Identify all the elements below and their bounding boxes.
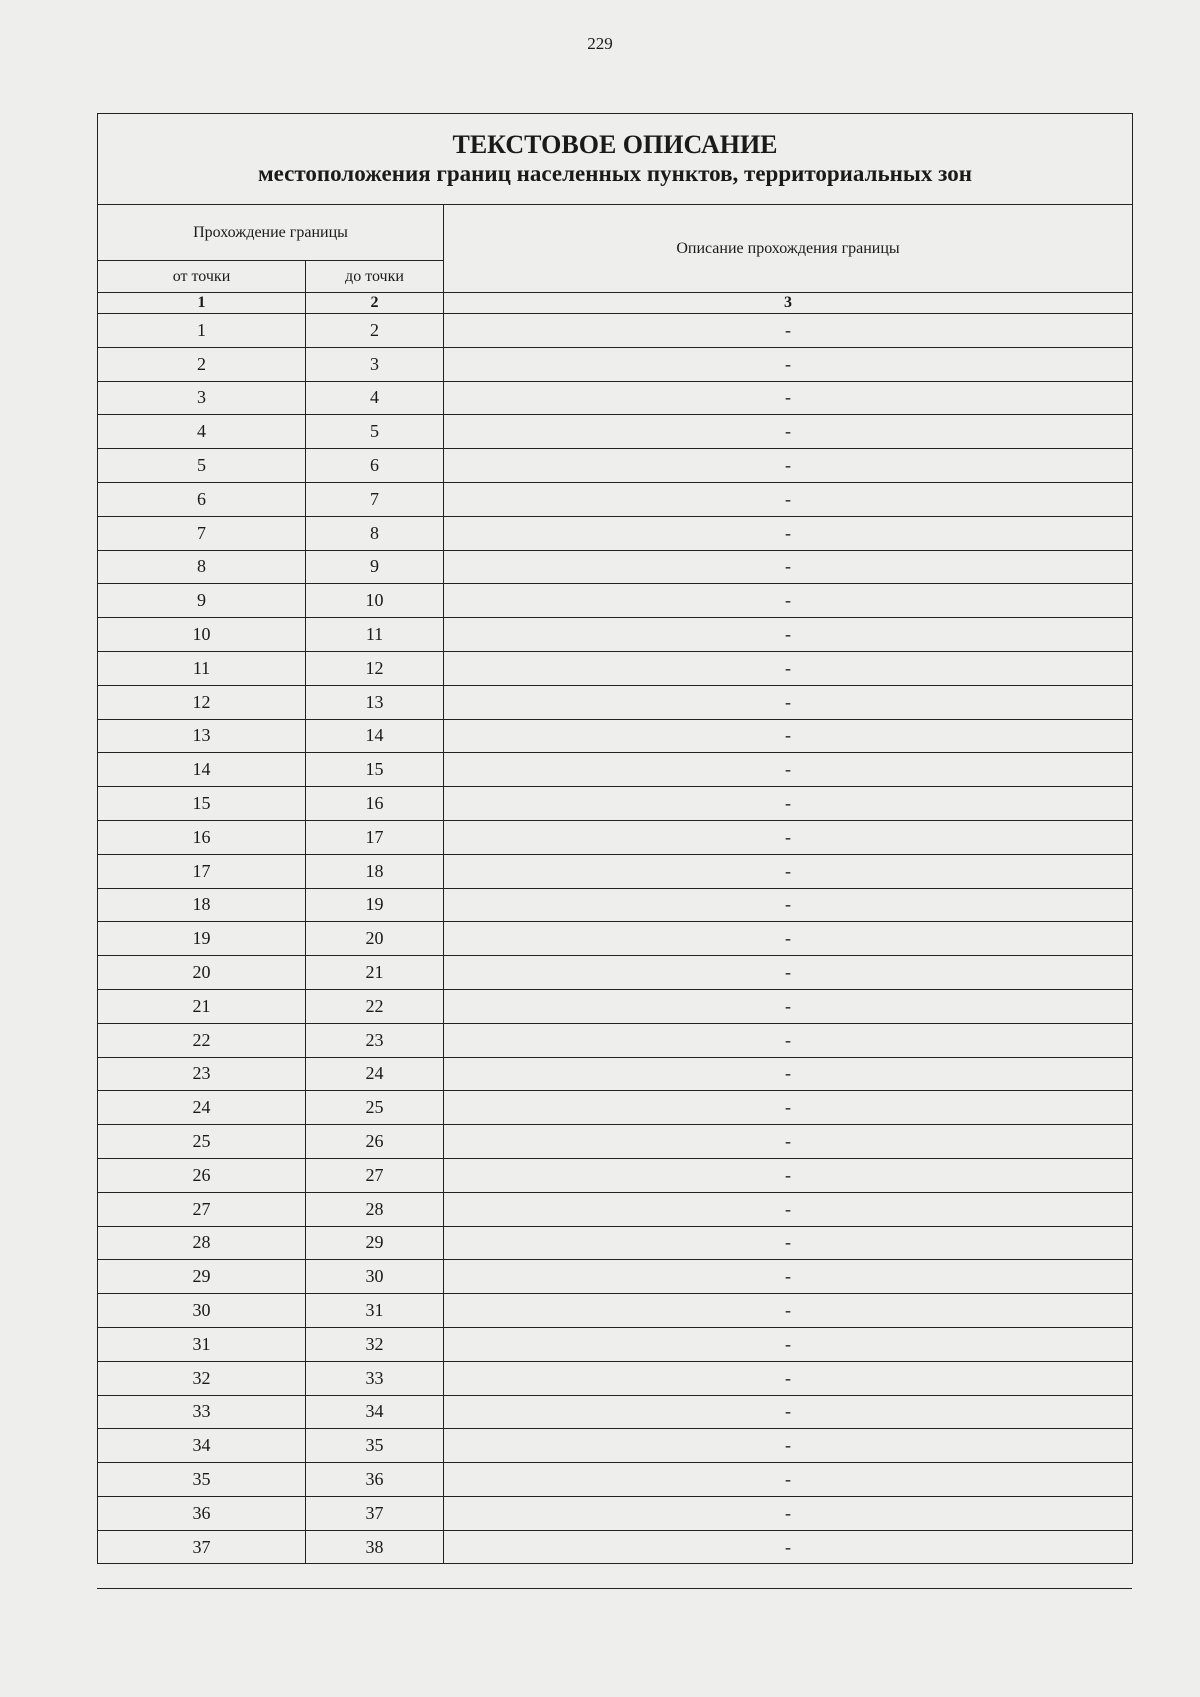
table-row <box>98 550 1133 584</box>
to-point-cell: 7 <box>306 482 444 516</box>
description-cell: - <box>444 1463 1133 1497</box>
from-point-cell: 29 <box>98 1260 306 1294</box>
description-cell: - <box>444 1294 1133 1328</box>
to-point-cell: 27 <box>306 1158 444 1192</box>
to-point-cell: 22 <box>306 989 444 1023</box>
from-point-cell: 22 <box>98 1023 306 1057</box>
from-point-cell: 28 <box>98 1226 306 1260</box>
to-point-cell: 23 <box>306 1023 444 1057</box>
table-row <box>98 787 1133 821</box>
to-point-cell: 16 <box>306 787 444 821</box>
table-row <box>98 719 1133 753</box>
from-point-cell: 35 <box>98 1463 306 1497</box>
to-point-cell: 11 <box>306 618 444 652</box>
header-row-top <box>98 205 1133 261</box>
description-cell: - <box>444 1226 1133 1260</box>
table-row <box>98 584 1133 618</box>
from-point-cell: 30 <box>98 1294 306 1328</box>
from-point-cell: 1 <box>98 314 306 348</box>
from-point-cell: 17 <box>98 854 306 888</box>
description-cell: - <box>444 651 1133 685</box>
table-row <box>98 1530 1133 1564</box>
table-row <box>98 956 1133 990</box>
table-body <box>98 314 1133 1564</box>
table-row <box>98 1158 1133 1192</box>
table-row <box>98 989 1133 1023</box>
from-point-cell: 12 <box>98 685 306 719</box>
boundary-description-table <box>97 113 1133 1564</box>
to-point-cell: 8 <box>306 516 444 550</box>
to-point-cell: 31 <box>306 1294 444 1328</box>
description-cell: - <box>444 449 1133 483</box>
from-point-cell: 6 <box>98 482 306 516</box>
to-point-cell: 38 <box>306 1530 444 1564</box>
to-point-cell: 17 <box>306 820 444 854</box>
description-cell: - <box>444 1158 1133 1192</box>
from-point-cell: 36 <box>98 1496 306 1530</box>
from-point-cell: 3 <box>98 381 306 415</box>
description-cell: - <box>444 787 1133 821</box>
description-cell: - <box>444 753 1133 787</box>
column-number-2: 2 <box>306 293 444 314</box>
from-point-cell: 16 <box>98 820 306 854</box>
from-point-cell: 34 <box>98 1429 306 1463</box>
to-point-cell: 29 <box>306 1226 444 1260</box>
description-cell: - <box>444 719 1133 753</box>
to-point-cell: 32 <box>306 1327 444 1361</box>
description-cell: - <box>444 1192 1133 1226</box>
description-cell: - <box>444 415 1133 449</box>
from-point-cell: 7 <box>98 516 306 550</box>
description-cell: - <box>444 956 1133 990</box>
table-row <box>98 1395 1133 1429</box>
header-from-point: от точки <box>98 261 306 293</box>
table-row <box>98 1192 1133 1226</box>
from-point-cell: 37 <box>98 1530 306 1564</box>
table-row <box>98 1496 1133 1530</box>
to-point-cell: 15 <box>306 753 444 787</box>
description-cell: - <box>444 1327 1133 1361</box>
table-row <box>98 516 1133 550</box>
to-point-cell: 36 <box>306 1463 444 1497</box>
from-point-cell: 21 <box>98 989 306 1023</box>
from-point-cell: 19 <box>98 922 306 956</box>
from-point-cell: 5 <box>98 449 306 483</box>
to-point-cell: 28 <box>306 1192 444 1226</box>
to-point-cell: 3 <box>306 347 444 381</box>
from-point-cell: 24 <box>98 1091 306 1125</box>
to-point-cell: 21 <box>306 956 444 990</box>
table-row <box>98 1294 1133 1328</box>
description-cell: - <box>444 1260 1133 1294</box>
from-point-cell: 27 <box>98 1192 306 1226</box>
from-point-cell: 2 <box>98 347 306 381</box>
description-cell: - <box>444 1023 1133 1057</box>
column-number-1: 1 <box>98 293 306 314</box>
to-point-cell: 10 <box>306 584 444 618</box>
from-point-cell: 18 <box>98 888 306 922</box>
table-row <box>98 482 1133 516</box>
description-cell: - <box>444 1125 1133 1159</box>
description-cell: - <box>444 1496 1133 1530</box>
table-row <box>98 753 1133 787</box>
to-point-cell: 20 <box>306 922 444 956</box>
to-point-cell: 12 <box>306 651 444 685</box>
description-cell: - <box>444 550 1133 584</box>
table-row <box>98 1429 1133 1463</box>
description-cell: - <box>444 1091 1133 1125</box>
table-row <box>98 922 1133 956</box>
to-point-cell: 2 <box>306 314 444 348</box>
from-point-cell: 13 <box>98 719 306 753</box>
to-point-cell: 37 <box>306 1496 444 1530</box>
to-point-cell: 34 <box>306 1395 444 1429</box>
document-title: ТЕКСТОВОЕ ОПИСАНИЕ <box>452 130 778 159</box>
title-row <box>98 114 1133 205</box>
description-cell: - <box>444 1429 1133 1463</box>
header-description: Описание прохождения границы <box>444 205 1133 293</box>
header-to-point: до точки <box>306 261 444 293</box>
to-point-cell: 25 <box>306 1091 444 1125</box>
table-row <box>98 449 1133 483</box>
from-point-cell: 10 <box>98 618 306 652</box>
to-point-cell: 26 <box>306 1125 444 1159</box>
table-row <box>98 314 1133 348</box>
description-cell: - <box>444 922 1133 956</box>
to-point-cell: 6 <box>306 449 444 483</box>
table-row <box>98 685 1133 719</box>
table-row <box>98 1057 1133 1091</box>
table-row <box>98 1091 1133 1125</box>
document-subtitle: местоположения границ населенных пунктов, территориальных зон <box>258 161 972 186</box>
description-cell: - <box>444 989 1133 1023</box>
table-row <box>98 1023 1133 1057</box>
from-point-cell: 32 <box>98 1361 306 1395</box>
from-point-cell: 33 <box>98 1395 306 1429</box>
from-point-cell: 25 <box>98 1125 306 1159</box>
header-passage: Прохождение границы <box>98 205 444 261</box>
description-cell: - <box>444 1057 1133 1091</box>
to-point-cell: 9 <box>306 550 444 584</box>
table-row <box>98 651 1133 685</box>
to-point-cell: 13 <box>306 685 444 719</box>
from-point-cell: 4 <box>98 415 306 449</box>
description-cell: - <box>444 347 1133 381</box>
table-row <box>98 381 1133 415</box>
title-cell <box>98 114 1133 205</box>
table-row <box>98 888 1133 922</box>
column-number-row <box>98 293 1133 314</box>
to-point-cell: 18 <box>306 854 444 888</box>
table-row <box>98 1361 1133 1395</box>
table-row <box>98 1125 1133 1159</box>
to-point-cell: 14 <box>306 719 444 753</box>
description-cell: - <box>444 685 1133 719</box>
description-cell: - <box>444 482 1133 516</box>
description-cell: - <box>444 618 1133 652</box>
to-point-cell: 30 <box>306 1260 444 1294</box>
table-row <box>98 1463 1133 1497</box>
to-point-cell: 24 <box>306 1057 444 1091</box>
table-row <box>98 820 1133 854</box>
page-number: 229 <box>587 34 613 53</box>
to-point-cell: 4 <box>306 381 444 415</box>
table-row <box>98 415 1133 449</box>
description-cell: - <box>444 516 1133 550</box>
bottom-rule <box>97 1588 1132 1589</box>
from-point-cell: 15 <box>98 787 306 821</box>
description-cell: - <box>444 1530 1133 1564</box>
column-number-3: 3 <box>444 293 1133 314</box>
description-cell: - <box>444 820 1133 854</box>
table-row <box>98 854 1133 888</box>
table-row <box>98 347 1133 381</box>
to-point-cell: 19 <box>306 888 444 922</box>
from-point-cell: 11 <box>98 651 306 685</box>
description-cell: - <box>444 1395 1133 1429</box>
to-point-cell: 33 <box>306 1361 444 1395</box>
from-point-cell: 31 <box>98 1327 306 1361</box>
description-cell: - <box>444 888 1133 922</box>
description-cell: - <box>444 381 1133 415</box>
description-cell: - <box>444 314 1133 348</box>
description-cell: - <box>444 1361 1133 1395</box>
table-row <box>98 1327 1133 1361</box>
table-row <box>98 1260 1133 1294</box>
from-point-cell: 26 <box>98 1158 306 1192</box>
description-cell: - <box>444 854 1133 888</box>
table-row <box>98 618 1133 652</box>
description-cell: - <box>444 584 1133 618</box>
from-point-cell: 20 <box>98 956 306 990</box>
from-point-cell: 14 <box>98 753 306 787</box>
to-point-cell: 35 <box>306 1429 444 1463</box>
from-point-cell: 23 <box>98 1057 306 1091</box>
from-point-cell: 8 <box>98 550 306 584</box>
table-row <box>98 1226 1133 1260</box>
from-point-cell: 9 <box>98 584 306 618</box>
to-point-cell: 5 <box>306 415 444 449</box>
